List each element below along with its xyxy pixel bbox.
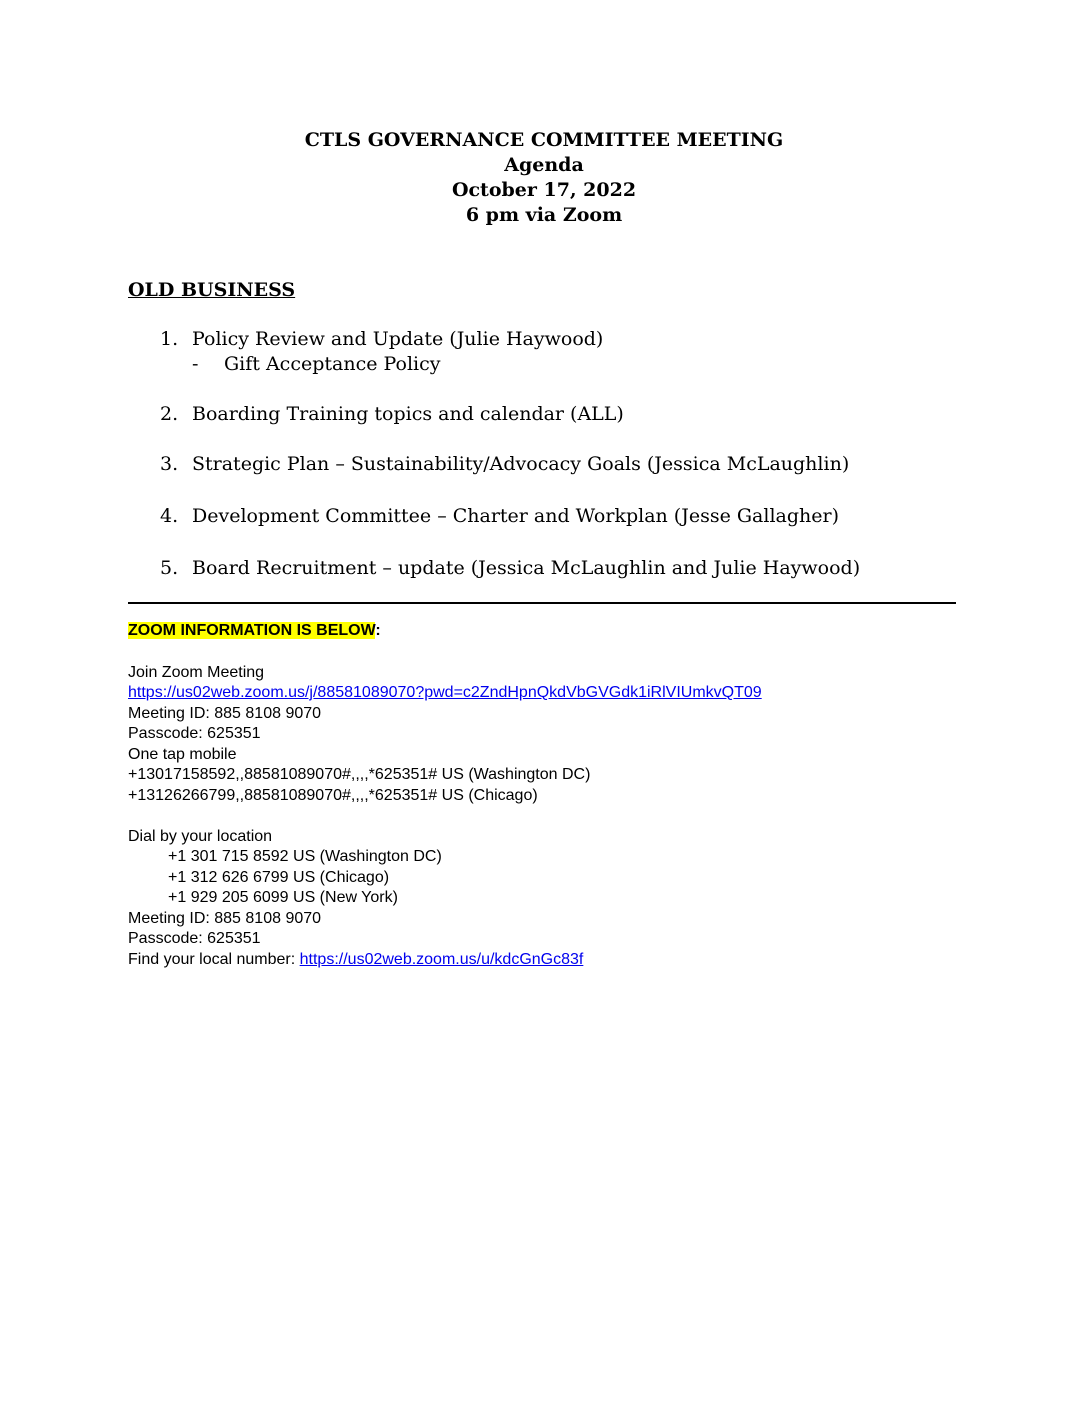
agenda-sub-item <box>192 353 440 375</box>
meeting-id-1: Meeting ID: 885 8108 9070 <box>128 705 322 722</box>
agenda-item-text: Board Recruitment – update (Jessica McLaughlin and Julie Haywood) <box>192 557 861 579</box>
join-zoom-link[interactable]: https://us02web.zoom.us/j/88581089070?pwd=c2ZndHpnQkdVbGVGdk1iRlVIUmkvQT09 <box>128 684 762 701</box>
agenda-item-number: 3. <box>160 453 179 475</box>
meeting-title: CTLS GOVERNANCE COMMITTEE MEETING <box>304 129 784 151</box>
zoom-info-colon: : <box>375 622 381 639</box>
agenda-label: Agenda <box>504 154 584 176</box>
agenda-item-number: 4. <box>160 505 179 527</box>
agenda-item-text: Boarding Training topics and calendar (ALL) <box>192 403 624 425</box>
local-number-label: Find your local number: <box>128 951 300 968</box>
local-number-line <box>128 950 583 970</box>
section-divider <box>128 602 956 604</box>
meeting-id-2: Meeting ID: 885 8108 9070 <box>128 910 322 927</box>
join-zoom-line <box>128 683 762 703</box>
join-zoom-label: Join Zoom Meeting <box>128 664 265 681</box>
local-number-link[interactable]: https://us02web.zoom.us/u/kdcGnGc83f <box>299 951 584 968</box>
agenda-item-text: Policy Review and Update (Julie Haywood) <box>192 328 604 350</box>
agenda-item-text: Strategic Plan – Sustainability/Advocacy Goals (Jessica McLaughlin) <box>192 453 850 475</box>
one-tap-chicago: +13126266799,,88581089070#,,,,*625351# US (Chicago) <box>128 787 538 804</box>
passcode-2: Passcode: 625351 <box>128 930 261 947</box>
meeting-date: October 17, 2022 <box>451 179 637 201</box>
dial-label: Dial by your location <box>128 828 273 845</box>
agenda-item-3 <box>160 453 849 475</box>
dial-chicago: +1 312 626 6799 US (Chicago) <box>168 869 390 886</box>
agenda-item-text: Development Committee – Charter and Workplan (Jesse Gallagher) <box>192 505 839 527</box>
agenda-item-1 <box>160 328 603 350</box>
meeting-time: 6 pm via Zoom <box>465 204 623 226</box>
sub-item-text: Gift Acceptance Policy <box>224 353 441 375</box>
dial-new-york: +1 929 205 6099 US (New York) <box>168 889 398 906</box>
dial-dc: +1 301 715 8592 US (Washington DC) <box>168 848 442 865</box>
agenda-item-2 <box>160 403 624 425</box>
agenda-item-number: 5. <box>160 557 179 579</box>
document-header <box>0 128 1088 228</box>
agenda-item-4 <box>160 505 839 527</box>
zoom-info-heading <box>128 622 381 640</box>
passcode-1: Passcode: 625351 <box>128 725 261 742</box>
one-tap-label: One tap mobile <box>128 746 237 763</box>
zoom-info-highlight: ZOOM INFORMATION IS BELOW <box>128 622 376 639</box>
old-business-title: OLD BUSINESS <box>128 279 296 301</box>
agenda-item-number: 2. <box>160 403 179 425</box>
agenda-item-number: 1. <box>160 328 179 350</box>
sub-item-dash: - <box>192 353 199 375</box>
one-tap-dc: +13017158592,,88581089070#,,,,*625351# US (Washington DC) <box>128 766 591 783</box>
agenda-item-5 <box>160 557 860 579</box>
